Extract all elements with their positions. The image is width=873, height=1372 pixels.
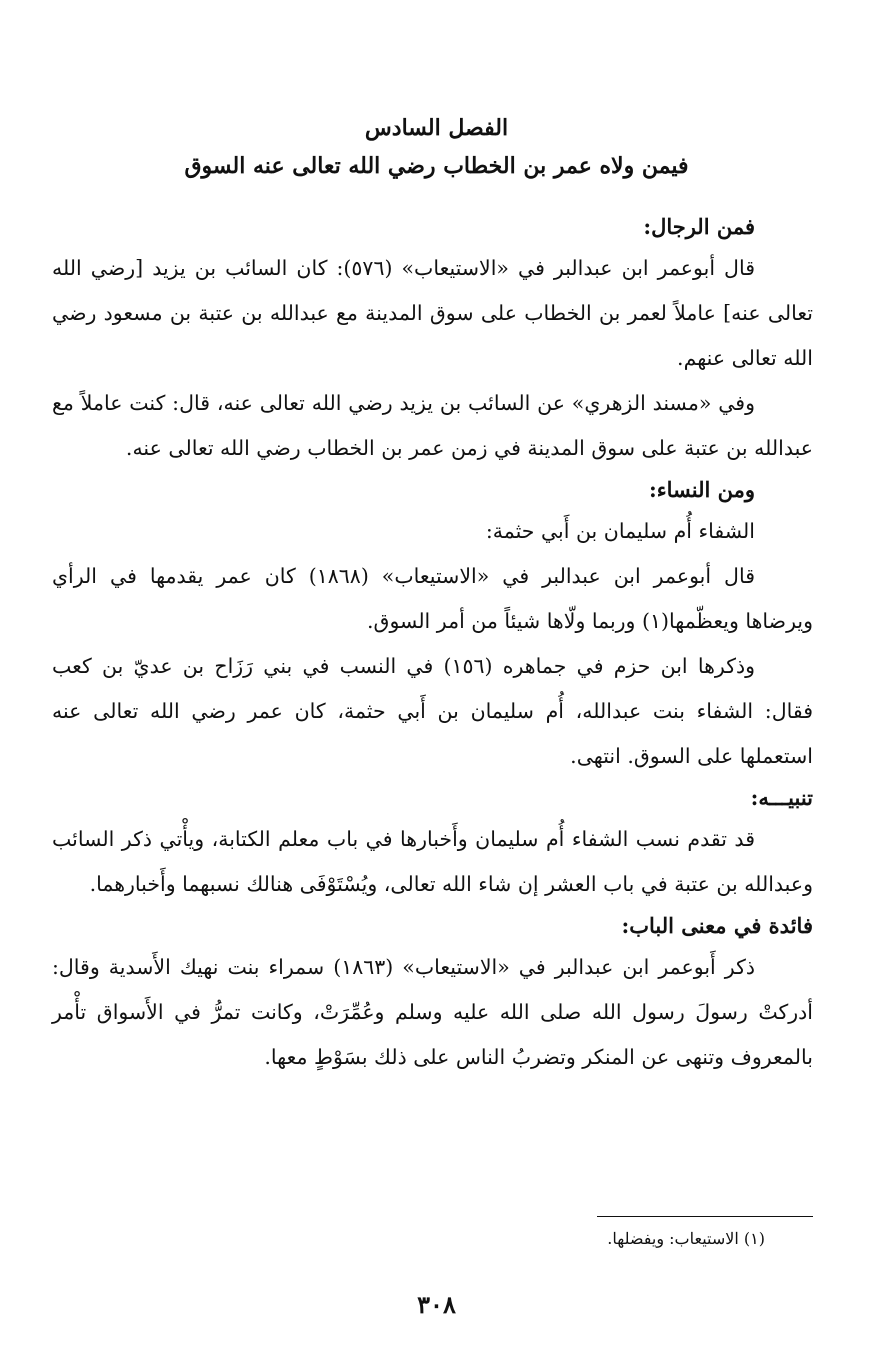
chapter-subtitle: فيمن ولاه عمر بن الخطاب رضي الله تعالى عنه السوق xyxy=(184,153,689,179)
paragraph-men-1: قال أبوعمر ابن عبدالبر في «الاستيعاب» (٥٧٦): كان السائب بن يزيد [رضي الله تعالى عنه] عاملاً لعمر بن الخطاب على سوق المدينة مع عبدالله بن عتبة بن مسعود رضي الله تعالى عنهم. xyxy=(52,256,813,370)
paragraph-women-3: وذكرها ابن حزم في جماهره (١٥٦) في النسب في بني رَزَاح بن عديّ بن كعب فقال: الشفاء بنت عبدالله، أُم سليمان بن أَبي حثمة، كان عمر رضي الله تعالى عنه استعملها على السوق. انتهى. xyxy=(52,654,813,768)
section-heading-women: ومن النساء: xyxy=(648,477,755,502)
paragraph-note-1: قد تقدم نسب الشفاء أُم سليمان وأَخبارها في باب معلم الكتابة، ويأْتي ذكر السائب وعبدالله بن عتبة في باب العشر إن شاء الله تعالى، ويُسْتَوْفَى هنالك نسبهما وأَخبارهما. xyxy=(52,827,813,896)
section-heading-men: فمن الرجال: xyxy=(643,214,755,239)
footnote: (١) الاستيعاب: ويفضلها. xyxy=(607,1229,765,1248)
paragraph-benefit-1: ذكر أَبوعمر ابن عبدالبر في «الاستيعاب» (١٨٦٣) سمراء بنت نهيك الأَسدية وقال: أدركتْ رسولَ رسول الله صلى الله عليه وسلم وعُمِّرَتْ، وكانت تمرُّ في الأَسواق تأْمر بالمعروف وتنهى عن المنكر وتضربُ الناس على ذلك بسَوْطٍ معها. xyxy=(52,955,813,1069)
paragraph-men-2: وفي «مسند الزهري» عن السائب بن يزيد رضي الله تعالى عنه، قال: كنت عاملاً مع عبدالله بن عتبة على سوق المدينة في زمن عمر بن الخطاب رضي الله تعالى عنه. xyxy=(52,391,813,460)
paragraph-women-1: الشفاء أُم سليمان بن أَبي حثمة: xyxy=(485,519,755,543)
page-number: ٣٠٨ xyxy=(417,1290,456,1319)
paragraph-women-2: قال أبوعمر ابن عبدالبر في «الاستيعاب» (١٨٦٨) كان عمر يقدمها في الرأي ويرضاها ويعظّمها(١) وربما ولّاها شيئاً من أمر السوق. xyxy=(52,564,813,633)
section-heading-benefit: فائدة في معنى الباب: xyxy=(621,913,813,938)
page-body xyxy=(52,208,813,1080)
footnote-divider xyxy=(597,1216,813,1217)
section-heading-note: تنبيـــه: xyxy=(750,785,813,810)
chapter-title: الفصل السادس xyxy=(364,115,509,141)
